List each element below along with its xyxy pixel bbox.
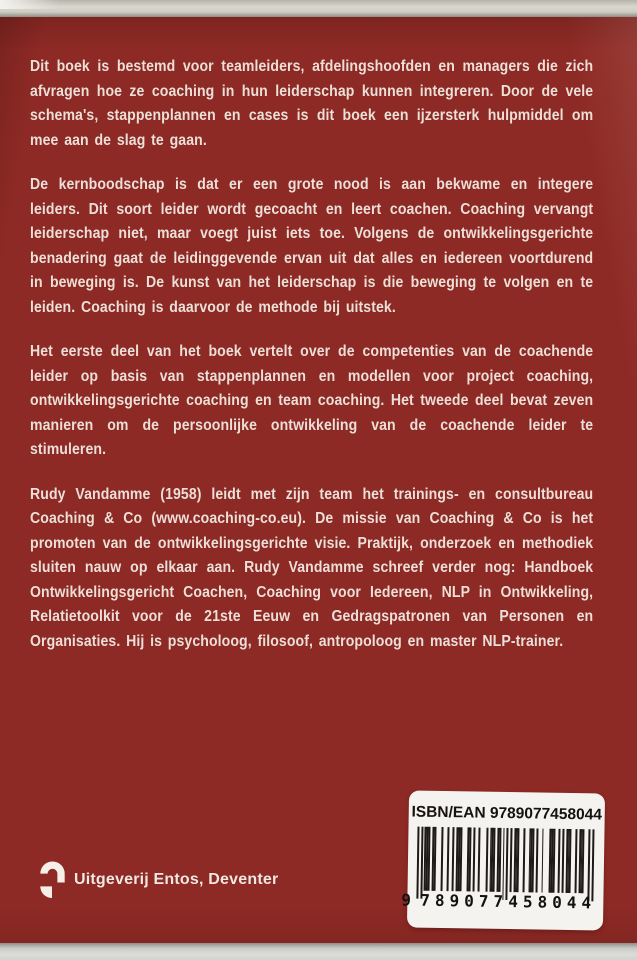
blurb-text (30, 55, 593, 674)
ean-right-group: 458044 (508, 892, 597, 913)
ean-first-digit: 9 (401, 890, 412, 910)
barcode (401, 827, 597, 922)
ean-left-group: 789077 (420, 890, 509, 912)
isbn-barcode-sticker (401, 790, 605, 930)
entos-logo-icon (39, 860, 66, 900)
cover-background (0, 17, 637, 943)
page-edge-highlight (0, 0, 70, 9)
publisher-name: Uitgeverij Entos, Deventer (74, 871, 279, 888)
blurb-paragraph-author-bio: Rudy Vandamme (1958) leidt met zijn team het trainings- en consultbureau Coaching & Co (www.coaching-co.eu). De missie van Coaching & Co is het promoten van de ontwikkelingsgerichte visie. Praktijk, onderzoek en methodiek sluiten nauw op elkaar aan. Rudy Vandamme schreef verder nog: Handboek Ontwikkelingsgericht Coachen, Coaching voor Iedereen, NLP in Ontwikkeling, Relatietoolkit voor de 21ste Eeuw en Gedragspatronen van Personen en Organisaties. Hij is psycholoog, filosoof, antropoloog en master NLP-trainer. (30, 485, 594, 650)
barcode-digits (401, 889, 597, 916)
blurb-paragraph-structure: Het eerste deel van het boek vertelt over de competenties van de coachende leider op basis van stappenplannen en modellen voor project coaching, ontwikkelingsgerichte coaching en team coaching. Het tweede deel bevat zeven manieren om de persoonlijke ontwikkeling van de coachende leider te stimuleren. (30, 343, 594, 458)
publisher-row (39, 860, 278, 900)
blurb-paragraph-audience: Dit boek is bestemd voor teamleiders, afdelingshoofden en managers die zich afvragen hoe ze coaching in hun leiderschap kunnen integreren. Door de vele schema's, stappenplannen en cases is dit boek een ijzersterk hulpmiddel om mee aan de slag te gaan. (30, 58, 594, 149)
book-page-edge-top (0, 0, 637, 17)
book-page-edge-bottom (0, 943, 637, 960)
isbn-ean-label: ISBN/EAN 9789077458044 (411, 803, 603, 824)
blurb-paragraph-message: De kernboodschap is dat er een grote nood is aan bekwame en integere leiders. Dit soort leider wordt gecoacht en leert coachen. Coaching vervangt leiderschap niet, maar voegt juist iets toe. Volgens de ontwikkelingsgerichte benadering gaat de leidinggevende ervan uit dat alles en iedereen voortdurend in beweging is. De kunst van het leiderschap is die beweging te volgen en te leiden. Coaching is daarvoor de methode bij uitstek. (30, 176, 594, 316)
